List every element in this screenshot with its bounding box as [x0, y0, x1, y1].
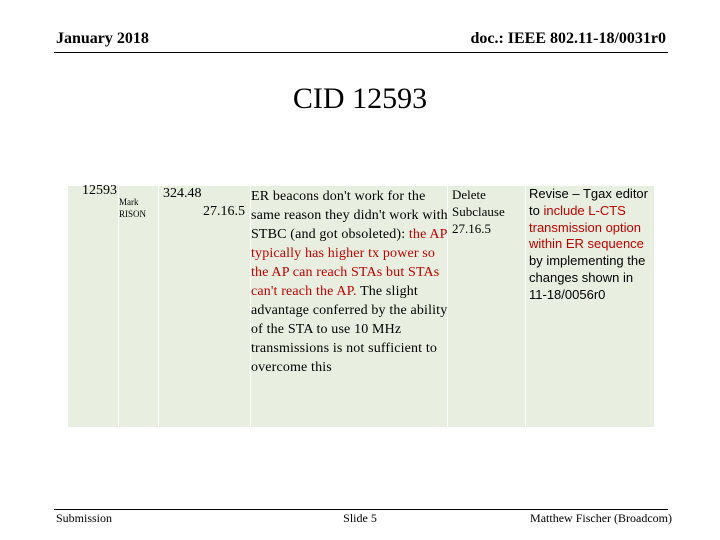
resolution-text — [529, 186, 653, 304]
header-doc-id: doc.: IEEE 802.11-18/0031r0 — [470, 30, 666, 47]
page-line-value — [163, 185, 248, 221]
comment-text — [251, 187, 449, 377]
resolution-part-3: by implementing the changes shown in 11-18/0056r0 — [529, 253, 646, 302]
footer-slide-number: Slide 5 — [343, 511, 377, 525]
cid-value: 12593 — [82, 183, 117, 198]
cell-commenter — [119, 186, 158, 427]
comment-highlight: the AP typically has higher tx power so the AP can reach STAs but STAs can't reach the AP. — [251, 227, 447, 299]
footer-submission: Submission — [56, 511, 113, 525]
comment-part-1: ER beacons don't work for the same reason they didn't work with STBC (and got obsoleted): — [251, 189, 448, 242]
resolution-highlight: include L-CTS transmission option within ER sequence — [529, 202, 644, 252]
cell-cid — [68, 186, 118, 427]
clause-number: 27.16.5 — [203, 204, 245, 219]
slide-title: CID 12593 — [292, 82, 428, 115]
header-date: January 2018 — [56, 30, 149, 47]
commenter-name: Mark RISON — [119, 197, 147, 219]
resolution-part-1: Revise – Tgax editor to — [529, 186, 648, 218]
comment-part-3: The slight advantage conferred by the ability of the STA to use 10 MHz transmissions is not sufficient to overcome this — [251, 284, 448, 375]
proposed-change-text: Delete Subclause 27.16.5 — [452, 187, 505, 236]
cell-page-clause — [159, 186, 250, 427]
footer-rule — [54, 509, 668, 510]
page-number: 324.48 — [163, 186, 202, 201]
footer-author: Matthew Fischer (Broadcom) — [530, 511, 672, 525]
header-rule — [54, 52, 668, 53]
